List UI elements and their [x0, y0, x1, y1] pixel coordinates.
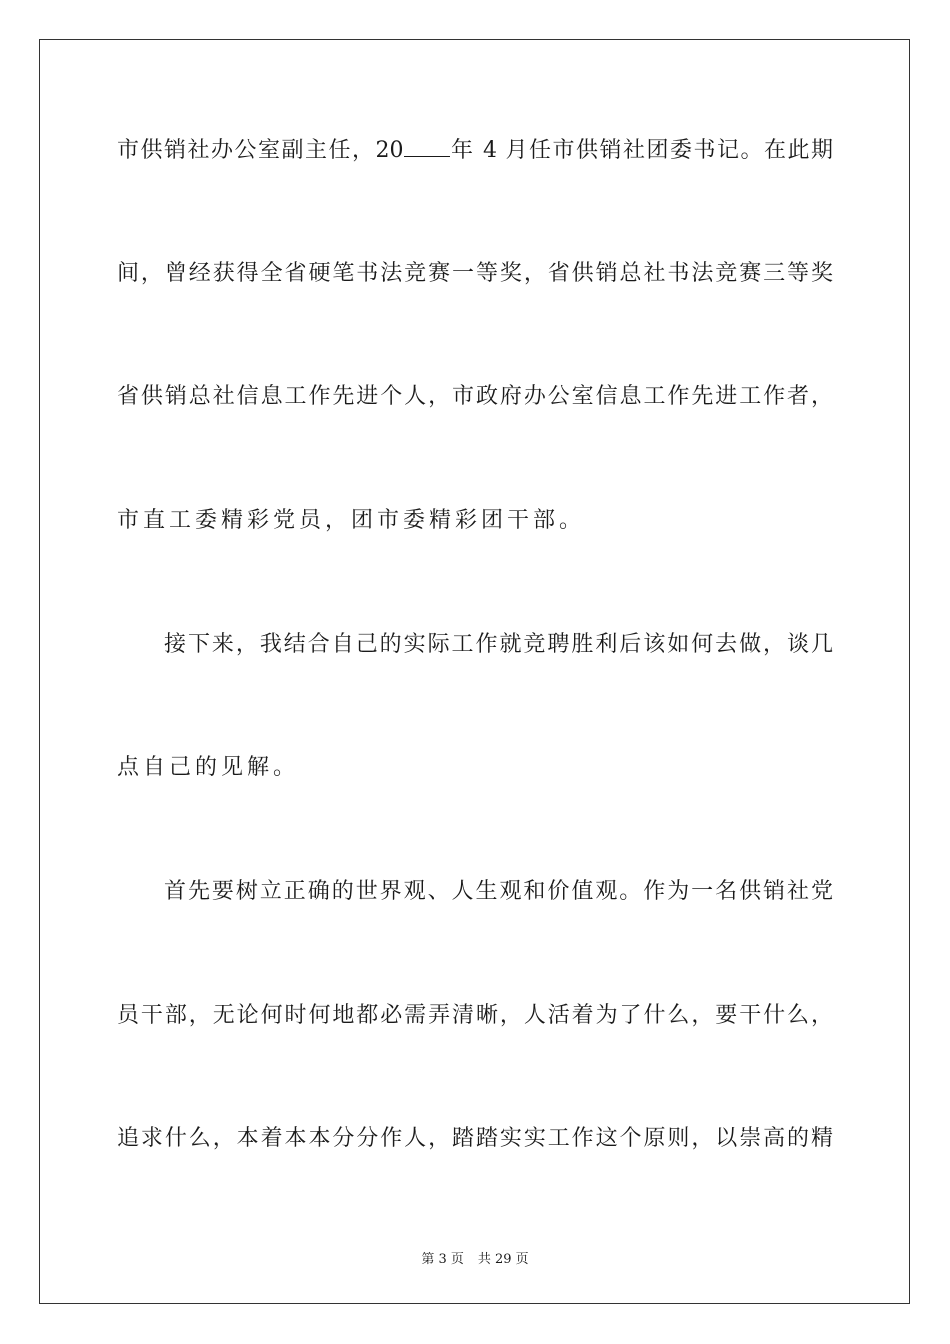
body-line-3: 省供销总社信息工作先进个人，市政府办公室信息工作先进工作者， — [117, 384, 833, 409]
body-line-8: 员干部，无论何时何地都必需弄清晰，人活着为了什么，要干什么， — [117, 1003, 833, 1028]
page-number: 第 3 页 — [421, 1252, 464, 1267]
page-border — [39, 39, 910, 1304]
body-line-9: 追求什么，本着本本分分作人，踏踏实实工作这个原则，以崇高的精 — [117, 1126, 833, 1151]
line-1-after-blank: 年 4 月任市供销社团委书记。在此期 — [449, 138, 833, 163]
line-1-before-blank: 市供销社办公室副主任，20 — [117, 138, 404, 163]
body-line-7: 首先要树立正确的世界观、人生观和价值观。作为一名供销社党 — [164, 879, 833, 904]
fill-in-blank — [404, 138, 450, 157]
body-line-1 — [117, 135, 833, 167]
body-line-4: 市直工委精彩党员，团市委精彩团干部。 — [117, 508, 586, 533]
page-footer — [0, 1248, 950, 1267]
page-total: 共 29 页 — [477, 1252, 529, 1267]
body-line-5: 接下来，我结合自己的实际工作就竞聘胜利后该如何去做，谈几 — [164, 632, 833, 657]
body-line-2: 间，曾经获得全省硬笔书法竞赛一等奖，省供销总社书法竞赛三等奖 — [117, 261, 833, 286]
body-line-6: 点自己的见解。 — [117, 755, 300, 780]
